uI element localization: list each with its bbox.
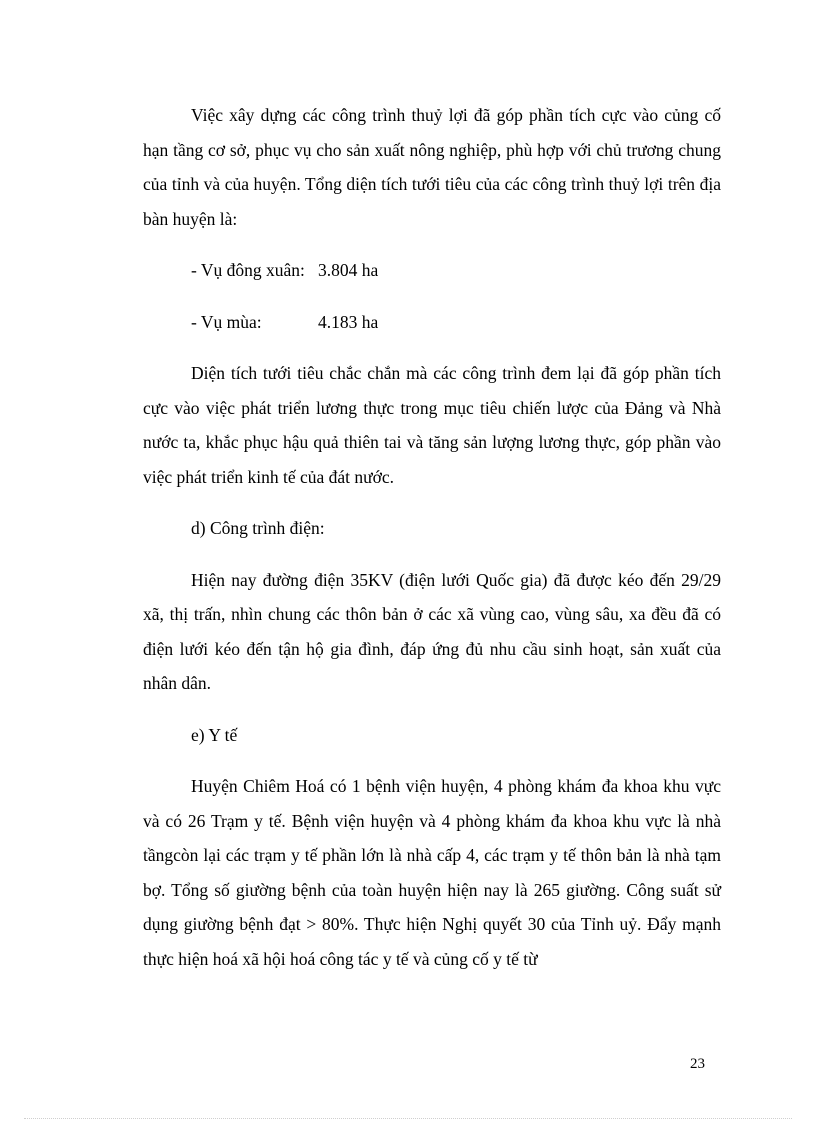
irrigation-main-crop-value: 4.183 ha — [318, 311, 379, 332]
irrigation-winter-spring-row — [143, 253, 721, 288]
paragraph-irrigation-benefit: Diện tích tưới tiêu chắc chắn mà các công trình đem lại đã góp phần tích cực vào việc phát triển lương thực trong mục tiêu chiến lược của Đảng và Nhà nước ta, khắc phục hậu quả thiên tai và tăng sản lượng lương thực, góp phần vào việc phát triển kinh tế của đát nước. — [143, 363, 721, 487]
irrigation-main-crop-label: - Vụ mùa: — [191, 311, 262, 332]
heading-electric: d) Công trình điện: — [191, 518, 325, 538]
document-page — [143, 98, 721, 993]
page-bottom-divider — [24, 1118, 792, 1119]
irrigation-winter-spring-label: - Vụ đông xuân: — [191, 260, 305, 280]
paragraph-health: Huyện Chiêm Hoá có 1 bệnh viện huyện, 4 phòng khám đa khoa khu vực và có 26 Trạm y tế. Bệnh viện huyện và 4 phòng khám đa khoa khu vực là nhà tầngcòn lại các trạm y tế phần lớn là nhà cấp 4, các trạm y tế thôn bản là nhà tạm bợ. Tổng số giường bệnh của toàn huyện hiện nay là 265 giường. Công suất sử dụng giường bệnh đạt > 80%. Thực hiện Nghị quyết 30 của Tỉnh uỷ. Đẩy mạnh thực hiện hoá xã hội hoá công tác y tế và củng cố y tế từ — [143, 776, 721, 969]
heading-health: e) Y tế — [191, 724, 238, 745]
paragraph-electric: Hiện nay đường điện 35KV (điện lưới Quốc gia) đã được kéo đến 29/29 xã, thị trấn, nhìn chung các thôn bản ở các xã vùng cao, vùng sâu, xa đều đã có điện lưới kéo đến tận hộ gia đình, đáp ứng đủ nhu cầu sinh hoạt, sản xuất của nhân dân. — [143, 569, 721, 693]
page-number: 23 — [690, 1056, 705, 1072]
irrigation-winter-spring-value: 3.804 ha — [318, 260, 379, 280]
irrigation-main-crop-row — [143, 305, 721, 340]
paragraph-irrigation-intro: Việc xây dựng các công trình thuỷ lợi đã góp phần tích cực vào củng cố hạn tầng cơ sở, phục vụ cho sản xuất nông nghiệp, phù hợp với chủ trương chung của tỉnh và của huyện. Tổng diện tích tưới tiêu của các công trình thuỷ lợi trên địa bàn huyện là: — [143, 105, 721, 229]
